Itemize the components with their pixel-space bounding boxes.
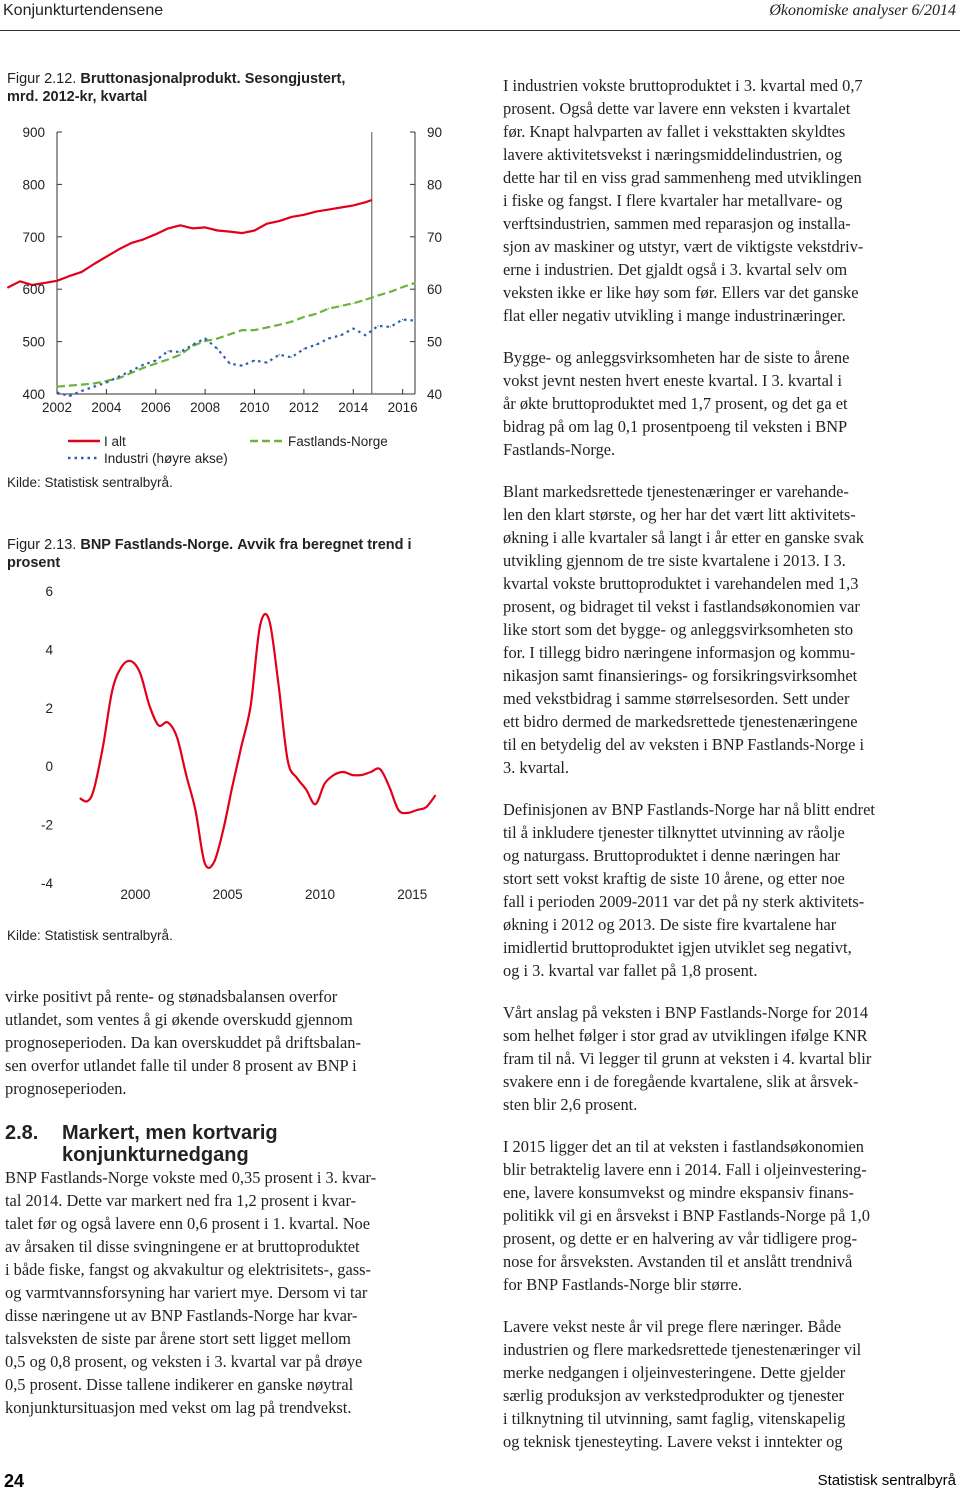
data-point [205,227,206,228]
data-point [213,862,214,863]
trend-deviation-line [80,614,435,868]
data-point [402,287,403,288]
data-point [176,736,177,737]
data-point [131,370,132,371]
data-point [278,684,279,685]
section-heading [5,1122,455,1166]
data-point [93,383,94,384]
figure-2-13-title-line2: prosent [7,555,61,571]
right-paragraph [503,480,958,779]
text-line: Definisjonen av BNP Fastlands-Norge har nå blitt endret [503,800,875,819]
series-line-i-alt [8,200,372,288]
text-line: I industrien vokste bruttoproduktet i 3. kvartal med 0,7 [503,76,863,95]
data-point [79,798,80,799]
text-line: talet før og også lavere enn 0,6 prosent i 1. kvartal. Noe [5,1214,371,1233]
text-line: lavere aktivitetsvekst i næringsmiddelindustrien, og [503,145,843,164]
figure-2-13-number: Figur 2.13. [7,537,77,553]
text-line: sjon av maskiner og utstyr, vært de viktigste vekstdriv- [503,237,864,256]
data-point [217,230,218,231]
data-point [56,386,57,387]
data-point [229,363,230,364]
data-point [69,276,70,277]
figure-2-12-title: Bruttonasjonalprodukt. Sesongjustert, [80,71,346,87]
data-point [370,771,371,772]
x-tick-label: 2004 [91,400,122,415]
data-point [19,281,20,282]
data-point [155,360,156,361]
text-line: Vårt anslag på veksten i BNP Fastlands-Norge for 2014 [503,1003,869,1022]
figure-2-13-source: Kilde: Statistisk sentralbyrå. [7,928,173,943]
data-point [139,672,140,673]
data-point [7,287,8,288]
data-point [365,335,366,336]
data-point [121,666,122,667]
data-point [377,325,378,326]
data-point [93,263,94,264]
data-point [328,209,329,210]
data-point [303,214,304,215]
right-paragraph [503,798,958,982]
y-tick-label: -4 [40,876,53,891]
data-point [365,299,366,300]
data-point [204,862,205,863]
data-point [118,376,119,377]
text-line: av årsaken til disse svingningene er at bruttoproduktet [5,1237,360,1256]
data-point [241,745,242,746]
x-tick-label: 2015 [397,887,428,902]
text-line: ett bidro dermed de markedsrettede tjenestenæringene [503,712,858,731]
figure-2-12-source: Kilde: Statistisk sentralbyrå. [7,475,173,490]
data-point [223,830,224,831]
data-point [316,211,317,212]
text-line: for BNP Fastlands-Norge blir større. [503,1275,743,1294]
left-paragraph-2 [5,1166,455,1419]
x-tick-label: 2016 [387,400,418,415]
data-point [242,365,243,366]
text-line: erne i industrien. Det gjaldt også i 3. kvartal selv om [503,260,848,279]
data-point [217,338,218,339]
data-point [426,807,427,808]
data-point [180,225,181,226]
data-point [266,223,267,224]
data-point [130,661,131,662]
text-line: og varmtvannsforsyning har variert mye. Dersom vi tar [5,1283,368,1302]
data-point [168,359,169,360]
data-point [180,354,181,355]
text-line: sten blir 2,6 prosent. [503,1095,638,1114]
section-title-line2: konjunkturnedgang [62,1144,249,1166]
series-line-fastlands-norge [57,283,415,387]
x-tick-label: 2010 [239,400,270,415]
text-line: stort sett vokst kraftig de siste 10 årene, og etter noe [503,869,845,888]
text-line: til en betydelig del av veksten i BNP Fastlands-Norge i [503,735,864,754]
x-tick-label: 2014 [338,400,369,415]
data-point [81,384,82,385]
data-point [343,771,344,772]
x-tick-label: 2000 [120,887,151,902]
text-line: og teknisk tjenesteyting. Lavere vekst i inntekter og [503,1432,843,1451]
right-column-text [503,74,958,1472]
legend-label-fastlands: Fastlands-Norge [288,434,388,449]
text-line: nikasjon samt finansierings- og forsikringsvirksomhet [503,666,858,685]
y-right-tick-label: 80 [427,177,443,193]
text-line: 0,5 og 0,8 prosent, og veksten i 3. kvartal var på drøye [5,1352,363,1371]
data-point [390,326,391,327]
y-tick-label: 2 [45,700,53,716]
data-point [371,200,372,201]
text-line: disse næringene ut av BNP Fastlands-Norge har kvar- [5,1306,358,1325]
text-line: Lavere vekst neste år vil prege flere næringer. Både [503,1317,842,1336]
right-paragraph [503,1135,958,1296]
x-tick-label: 2008 [190,400,221,415]
text-line: i både fiske, fangst og akvakultur og elektrisitets-, gass- [5,1260,371,1279]
data-point [398,809,399,810]
y-right-tick-label: 70 [427,229,443,245]
right-paragraph [503,1315,958,1453]
text-line: prognoseperioden. [5,1079,127,1098]
text-line: nose for årsveksten. Avstanden til et anslått trendnivå [503,1252,853,1271]
data-point [353,205,354,206]
text-line: og i 3. kvartal var fallet på 1,8 prosent. [503,961,758,980]
data-point [131,372,132,373]
data-point [340,305,341,306]
legend-label-i-alt: I alt [104,434,126,449]
text-line: ene, lavere konsumvekst og mindre ekspansiv finans- [503,1183,854,1202]
text-line: I 2015 ligger det an til at veksten i fastlandsøkonomien [503,1137,864,1156]
data-point [250,704,251,705]
data-point [103,745,104,746]
y-right-tick-label: 40 [427,387,443,402]
text-line: i tilknytning til utvinning, samt faglig, vitenskapelig [503,1409,846,1428]
text-line: tal 2014. Dette var markert ned fra 1,2 prosent i kvar- [5,1191,357,1210]
data-point [340,207,341,208]
data-point [407,812,408,813]
text-line: som helhet følger i stor grad av utviklingen ifølge KNR [503,1026,868,1045]
data-point [143,367,144,368]
text-line: blir betraktelig lavere enn i 2014. Fall i oljeinvestering- [503,1160,867,1179]
y-left-tick-label: 400 [22,387,45,402]
text-line: imidlertid bruttoproduktet igjen utviklet seg negativt, [503,938,852,957]
data-point [254,360,255,361]
data-point [242,330,243,331]
series-line-industri [57,320,415,397]
text-line: konjunktursituasjon med vekst om lag på trendvekst. [5,1398,352,1417]
data-point [333,774,334,775]
text-line: for. I tillegg bidro næringene informasjon og kommu- [503,643,856,662]
text-line: industrien og flere markedsrettede tjenestenæringer vil [503,1340,862,1359]
data-point [155,234,156,235]
y-tick-label: 4 [45,642,53,658]
data-point [279,221,280,222]
left-paragraph-1 [5,985,455,1100]
y-tick-label: -2 [40,817,53,833]
text-line: med vekstbidrag i samme størrelsesorden. Sett under [503,689,850,708]
data-point [205,341,206,342]
x-tick-label: 2010 [304,887,336,902]
text-line: og naturgass. Bruttoproduktet i denne næringen har [503,846,841,865]
data-point [192,345,193,346]
x-tick-label: 2012 [288,400,319,415]
data-point [254,230,255,231]
data-point [195,809,196,810]
section-number: 2.8. [5,1122,39,1144]
data-point [168,228,169,229]
data-point [402,319,403,320]
data-point [217,348,218,349]
data-point [379,769,380,770]
right-paragraph [503,346,958,461]
data-point [361,774,362,775]
data-point [93,789,94,790]
data-point [167,722,168,723]
text-line: fall i perioden 2009-2011 var det på ny sterk aktivitets- [503,892,865,911]
data-point [306,789,307,790]
left-column-section-text [5,1166,455,1419]
text-line: prosent. Også dette var lavere enn veksten i kvartalet [503,99,851,118]
data-point [254,330,255,331]
data-point [389,786,390,787]
figure-2-13-title-rest: Avvik fra beregnet trend i [237,537,412,553]
y-right-tick-label: 50 [427,334,443,350]
data-point [229,231,230,232]
text-line: særlig produksjon av verkstedprodukter og tjenester [503,1386,844,1405]
data-point [316,313,317,314]
text-line: Bygge- og anleggsvirksomheten har de siste to årene [503,348,850,367]
right-paragraph [503,74,958,327]
text-line: verftsindustrien, sammen med reparasjon og installa- [503,214,851,233]
y-left-tick-label: 500 [22,334,45,350]
data-point [131,243,132,244]
text-line: bidrag på om lag 0,1 prosentpoeng til veksten i BNP [503,417,848,436]
data-point [287,760,288,761]
text-line: kvartal vokste bruttoproduktet i varehandelen med 1,3 [503,574,859,593]
text-line: økning i 2012 og 2013. De siste fire kvartalene har [503,915,837,934]
x-tick-label: 2002 [41,400,73,415]
y-tick-label: 0 [45,759,53,775]
text-line: virke positivt på rente- og stønadsbalansen overfor [5,987,338,1006]
y-tick-label: 6 [45,584,53,599]
data-point [69,396,70,397]
data-point [316,344,317,345]
data-point [192,228,193,229]
data-point [414,282,415,283]
y-left-tick-label: 700 [22,229,45,245]
text-line: i fiske og fangst. I flere kvartaler har metallvare- og [503,191,843,210]
figure-2-12-caption [7,70,447,106]
data-point [353,328,354,329]
legend-label-industri: Industri (høyre akse) [104,451,228,466]
data-point [180,352,181,353]
footer-publisher: Statistisk sentralbyrå [817,1472,956,1489]
data-point [232,786,233,787]
data-point [315,804,316,805]
text-line: svakere enn i de foregående kvartalene, slik at årsvek- [503,1072,859,1091]
data-point [266,362,267,363]
data-point [69,385,70,386]
text-line: Fastlands-Norge. [503,440,616,459]
data-point [192,344,193,345]
left-column-text [5,985,455,1100]
text-line: politikk vil gi en årsvekst i BNP Fastlands-Norge på 1,0 [503,1206,870,1225]
data-point [118,249,119,250]
text-line: prognoseperioden. Da kan overskuddet på driftsbalan- [5,1033,361,1052]
page-number: 24 [4,1471,25,1491]
data-point [106,256,107,257]
data-point [56,280,57,281]
data-point [353,303,354,304]
section-title-line1: Markert, men kortvarig [62,1122,278,1144]
data-point [296,777,297,778]
data-point [266,327,267,328]
data-point [149,704,150,705]
y-right-tick-label: 60 [427,282,443,298]
data-point [269,620,270,621]
data-point [291,321,292,322]
text-line: vokst jevnt nesten hvert eneste kvartal. I 3. kvartal i [503,371,843,390]
data-point [291,357,292,358]
text-line: økning i alle kvartaler så langt i år etter en ganske svak [503,528,864,547]
data-point [352,774,353,775]
text-line: til å inkludere tjenester tilknyttet utvinning av råolje [503,823,845,842]
data-point [435,795,436,796]
text-line: veksten ikke er like høy som før. Ellers var det ganske [503,283,859,302]
data-point [112,690,113,691]
text-line: merke nedgangen i oljeinvesteringene. Dette gjelder [503,1363,846,1382]
data-point [93,386,94,387]
y-left-tick-label: 900 [22,125,45,140]
data-point [242,233,243,234]
figure-2-13-title: BNP Fastlands-Norge. [80,537,234,553]
running-header-title: Konjunkturtendensene [3,2,164,19]
data-point [168,350,169,351]
figure-2-13-caption [7,536,447,572]
text-line: 3. kvartal. [503,758,569,777]
text-line: like stort som det bygge- og anleggsvirksomheten sto [503,620,854,639]
data-point [365,202,366,203]
data-point [340,335,341,336]
running-header-issue: Økonomiske analyser 6/2014 [769,2,956,19]
y-right-tick-label: 90 [427,125,443,140]
data-point [106,382,107,383]
text-line: før. Knapt halvparten av fallet i veksttakten skyldtes [503,122,846,141]
text-line: prosent, og bidraget til vekst i fastlandsøkonomien var [503,597,860,616]
text-line: talsveksten de siste par årene stort sett ligget mellom [5,1329,351,1348]
text-line: fram til nå. Vi legger til grunn at veksten i 4. kvartal blir [503,1049,872,1068]
data-point [143,364,144,365]
text-line: prosent, og dette er en halvering av vår tidligere prog- [503,1229,858,1248]
data-point [56,392,57,393]
data-point [186,774,187,775]
text-line: len den klart største, og her har det vært litt aktivitets- [503,505,856,524]
y-left-tick-label: 600 [22,282,45,298]
text-line: år økte bruttoproduktet med 1,7 prosent, og det ga et [503,394,848,413]
data-point [158,725,159,726]
figure-2-12-chart [0,112,470,472]
data-point [279,324,280,325]
data-point [414,320,415,321]
figure-2-12-legend [68,434,388,466]
data-point [390,291,391,292]
data-point [143,239,144,240]
data-point [377,295,378,296]
data-point [279,354,280,355]
text-line: sen overfor utlandet falle til under 8 prosent av BNP i [5,1056,357,1075]
x-tick-label: 2006 [140,400,171,415]
text-line: BNP Fastlands-Norge vokste med 0,35 prosent i 3. kvar- [5,1168,377,1187]
data-point [155,363,156,364]
data-point [81,271,82,272]
data-point [416,809,417,810]
data-point [87,801,88,802]
data-point [324,783,325,784]
x-tick-label: 2005 [212,887,243,902]
text-line: 0,5 prosent. Disse tallene indikerer en ganske nøytral [5,1375,354,1394]
data-point [328,338,329,339]
text-line: utlandet, som ventes å gi økende overskudd gjennom [5,1010,353,1029]
text-line: Blant markedsrettede tjenestenæringer er varehande- [503,482,849,501]
data-point [81,390,82,391]
data-point [291,216,292,217]
data-point [229,334,230,335]
figure-2-13-chart [0,575,470,915]
data-point [328,308,329,309]
y-left-tick-label: 800 [22,177,45,193]
data-point [205,338,206,339]
data-point [303,348,304,349]
text-line: dette har til en viss grad sammenheng med utviklingen [503,168,862,187]
data-point [303,316,304,317]
text-line: utvikling gjennom de tre siste kvartalene i 2013. I 3. [503,551,846,570]
data-point [259,625,260,626]
header-rule [0,30,960,31]
figure-2-12-title-line2: mrd. 2012-kr, kvartal [7,89,148,105]
text-line: flat eller negativ utvikling i mange industrinæringer. [503,306,846,325]
right-paragraph [503,1001,958,1116]
figure-2-12-number: Figur 2.12. [7,71,77,87]
